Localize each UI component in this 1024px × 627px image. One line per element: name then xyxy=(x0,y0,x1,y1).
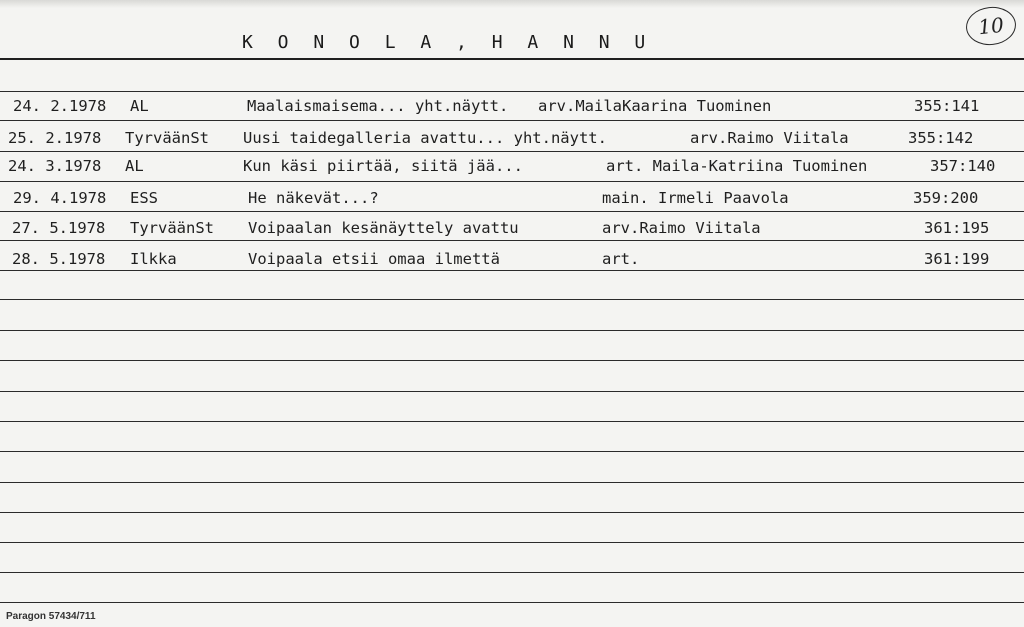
entry-date: 24. 3.1978 xyxy=(8,157,102,175)
ruled-line xyxy=(0,330,1024,331)
ruled-line xyxy=(0,120,1024,121)
entry-ref: 355:142 xyxy=(908,129,974,147)
ruled-line xyxy=(0,451,1024,452)
entry-note: art. Maila-Katriina Tuominen xyxy=(606,157,868,175)
ruled-line xyxy=(0,91,1024,92)
entry-title: He näkevät...? xyxy=(248,189,379,207)
header-rule xyxy=(0,58,1024,60)
handwritten-card-number xyxy=(964,4,1018,47)
entry-date: 27. 5.1978 xyxy=(12,219,106,237)
entry-date: 25. 2.1978 xyxy=(8,129,102,147)
printer-imprint: Paragon 57434/711 xyxy=(6,611,96,622)
entry-ref: 359:200 xyxy=(913,189,979,207)
entry-date: 29. 4.1978 xyxy=(13,189,107,207)
entry-title: Uusi taidegalleria avattu... yht.näytt. xyxy=(243,129,607,147)
ruled-line xyxy=(0,299,1024,300)
ruled-line xyxy=(0,211,1024,212)
entry-date: 28. 5.1978 xyxy=(12,250,106,268)
entry-source: AL xyxy=(125,157,144,175)
entry-ref: 355:141 xyxy=(914,97,980,115)
entry-note: arv.Raimo Viitala xyxy=(690,129,849,147)
entry-source: ESS xyxy=(130,189,158,207)
entry-source: TyrväänSt xyxy=(125,129,209,147)
card-heading: K O N O L A , H A N N U xyxy=(242,32,653,53)
ruled-line xyxy=(0,421,1024,422)
ruled-line xyxy=(0,572,1024,573)
scan-edge xyxy=(0,0,1024,8)
entry-date: 24. 2.1978 xyxy=(13,97,107,115)
entry-note: arv.MailaKaarina Tuominen xyxy=(538,97,772,115)
entry-title: Kun käsi piirtää, siitä jää... xyxy=(243,157,523,175)
entry-title: Voipaalan kesänäyttely avattu xyxy=(248,219,519,237)
entry-title: Maalaismaisema... yht.näytt. xyxy=(247,97,509,115)
entry-source: TyrväänSt xyxy=(130,219,214,237)
entry-source: Ilkka xyxy=(130,250,177,268)
entry-ref: 361:199 xyxy=(924,250,990,268)
entry-source: AL xyxy=(130,97,149,115)
ruled-line xyxy=(0,360,1024,361)
ruled-line xyxy=(0,512,1024,513)
ruled-line xyxy=(0,391,1024,392)
entry-ref: 357:140 xyxy=(930,157,996,175)
ruled-line xyxy=(0,482,1024,483)
ruled-line xyxy=(0,270,1024,271)
ruled-line xyxy=(0,602,1024,603)
entry-ref: 361:195 xyxy=(924,219,990,237)
ruled-line xyxy=(0,181,1024,182)
card-number-text: 10 xyxy=(977,12,1005,40)
ruled-line xyxy=(0,542,1024,543)
ruled-line xyxy=(0,151,1024,152)
ruled-line xyxy=(0,240,1024,241)
entry-note: art. xyxy=(602,250,640,268)
entry-note: arv.Raimo Viitala xyxy=(602,219,761,237)
entry-title: Voipaala etsii omaa ilmettä xyxy=(248,250,500,268)
entry-note: main. Irmeli Paavola xyxy=(602,189,789,207)
